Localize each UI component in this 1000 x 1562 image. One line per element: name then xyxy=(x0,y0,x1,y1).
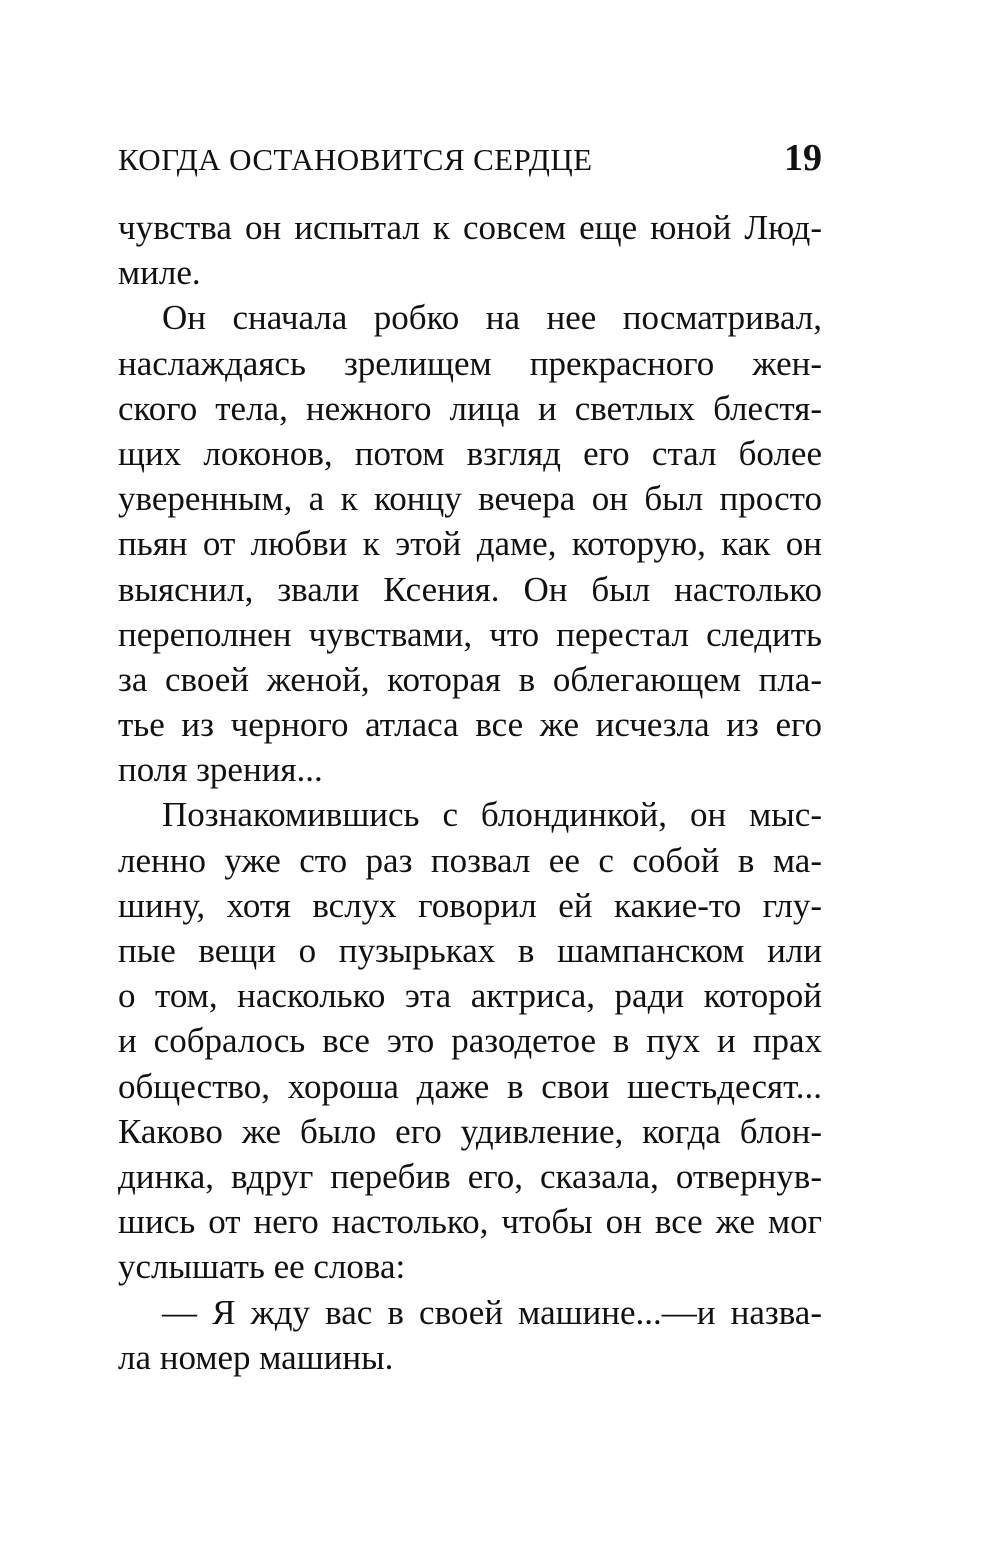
text-line: шись от него настолько, чтобы он все же мог xyxy=(118,1202,822,1242)
text-line: и собралось все это разодетое в пух и прах xyxy=(118,1021,822,1061)
text-line: о том, насколько эта актриса, ради которой xyxy=(118,976,822,1016)
text-line: чувства он испытал к совсем еще юной Люд- xyxy=(118,208,822,247)
text-line: поля зрения... xyxy=(118,750,323,790)
text-line: Он сначала робко на нее посматривал, xyxy=(162,298,822,338)
page-header xyxy=(118,136,822,186)
text-line: переполнен чувствами, что перестал следить xyxy=(118,614,822,654)
text-line: ленно уже сто раз позвал ее с собой в ма- xyxy=(118,840,822,880)
text-line: пые вещи о пузырьках в шампанском или xyxy=(118,931,822,970)
text-line: ского тела, нежного лица и светлых блестя- xyxy=(118,388,822,428)
text-line: ла номер машины. xyxy=(118,1337,394,1377)
text-line: наслаждаясь зрелищем прекрасного жен- xyxy=(118,343,822,383)
text-line: Познакомившись с блондинкой, он мыс- xyxy=(162,795,822,835)
text-line: миле. xyxy=(118,253,201,293)
page-number: 19 xyxy=(784,137,822,179)
text-line: общество, хороша даже в свои шестьдесят... xyxy=(118,1066,822,1106)
text-line: услышать ее слова: xyxy=(118,1247,406,1287)
text-line: тье из черного атласа все же исчезла из его xyxy=(118,705,822,745)
text-line: динка, вдруг перебив его, сказала, отвернув- xyxy=(118,1156,822,1196)
text-line: Каково же было его удивление, когда блон- xyxy=(118,1111,822,1151)
text-line: — Я жду вас в своей машине...—и назва- xyxy=(162,1292,822,1332)
text-line: уверенным, а к концу вечера он был просто xyxy=(118,479,822,519)
running-title: КОГДА ОСТАНОВИТСЯ СЕРДЦЕ xyxy=(118,142,593,177)
text-line: за своей женой, которая в облегающем пла- xyxy=(118,659,822,699)
body-text xyxy=(118,205,822,1380)
text-line: выяснил, звали Ксения. Он был настолько xyxy=(118,569,822,609)
text-line: шину, хотя вслух говорил ей какие-то глу- xyxy=(118,885,822,925)
text-line: щих локонов, потом взгляд его стал более xyxy=(118,433,822,473)
text-line: пьян от любви к этой даме, которую, как он xyxy=(118,524,822,564)
